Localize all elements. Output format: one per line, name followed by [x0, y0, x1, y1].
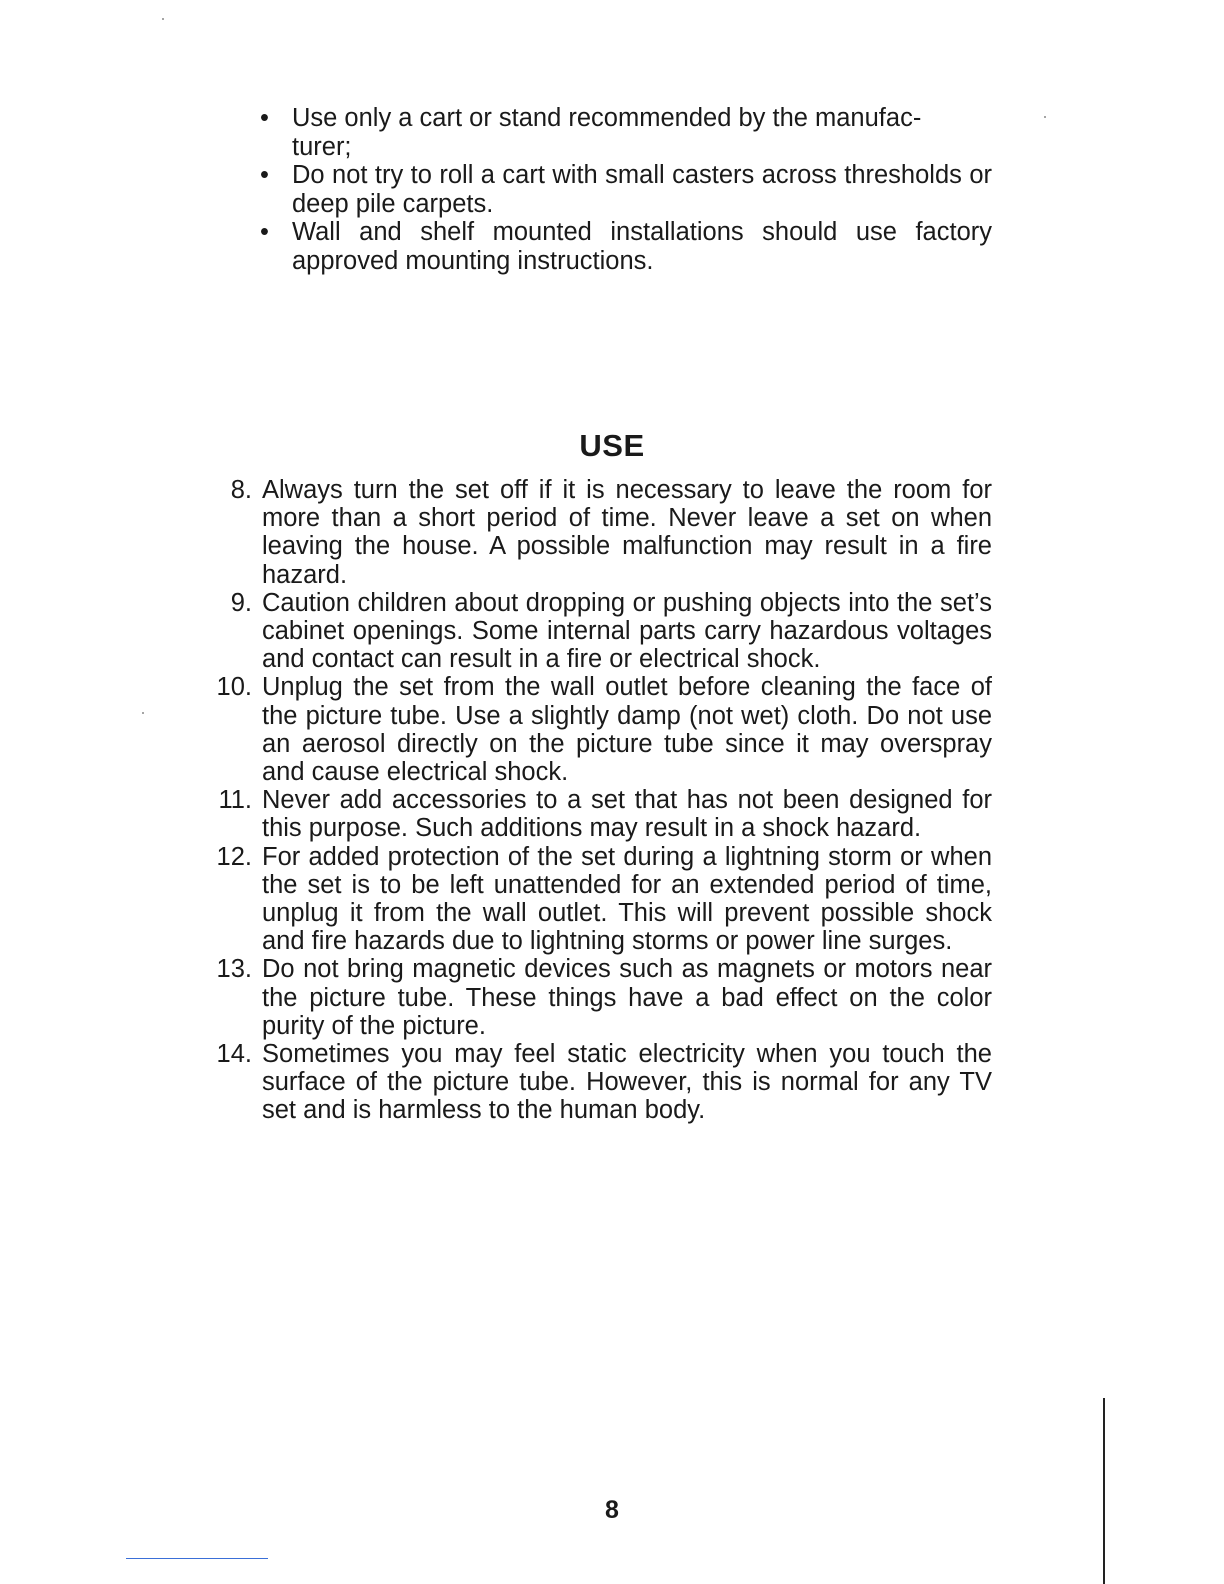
list-item [212, 786, 992, 842]
bullet-list [258, 104, 992, 275]
item-number: 13. [216, 955, 252, 984]
bullet-marker: • [260, 161, 269, 189]
item-text: Do not bring magnetic devices such as magnets or motors near the picture tube. These things have a bad effect on the color purity of the picture. [262, 955, 992, 1040]
bullet-item [258, 161, 992, 218]
list-item [212, 1040, 992, 1125]
scan-speck [142, 712, 144, 714]
scan-bottom-line [126, 1558, 268, 1559]
item-number: 12. [216, 842, 252, 871]
bullet-text: Wall and shelf mounted installations should use factory approved mounting instructions. [292, 218, 992, 275]
bullet-item [258, 218, 992, 275]
item-text: Sometimes you may feel static electricity when you touch the surface of the picture tube. However, this is normal for any TV set and is harmless to the human body. [262, 1040, 992, 1125]
list-item [212, 589, 992, 674]
numbered-list [212, 476, 992, 1125]
bullet-text: Do not try to roll a cart with small casters across thresholds or deep pile carpets. [292, 161, 992, 218]
item-text: For added protection of the set during a lightning storm or when the set is to be left unattended for an extended period of time, unplug it from the wall outlet. This will prevent possible shock and fire hazards due to lightning storms or power line surges. [262, 842, 992, 956]
item-number: 14. [216, 1040, 252, 1069]
item-text: Unplug the set from the wall outlet before cleaning the face of the picture tube. Use a slightly damp (not wet) cloth. Do not use an aerosol directly on the picture tube since it may overspray and cause electrical shock. [262, 673, 992, 787]
item-text: Always turn the set off if it is necessary to leave the room for more than a short period of time. Never leave a set on when leaving the house. A possible malfunction may result in a fire hazard. [262, 476, 992, 589]
list-item [212, 476, 992, 589]
bullet-text: Use only a cart or stand recommended by the manufac- turer; [292, 104, 922, 161]
list-item [212, 843, 992, 956]
scan-speck [1044, 116, 1046, 118]
scan-speck [162, 18, 164, 20]
scan-edge-line [1103, 1398, 1105, 1584]
item-text: Never add accessories to a set that has not been designed for this purpose. Such additions may result in a shock hazard. [262, 786, 992, 843]
item-number: 10. [216, 673, 252, 702]
page-number: 8 [605, 1496, 619, 1524]
bullet-item [258, 104, 992, 161]
section-heading: USE [579, 428, 645, 463]
item-number: 11. [218, 786, 252, 815]
list-item [212, 955, 992, 1040]
list-item [212, 673, 992, 786]
item-text: Caution children about dropping or pushing objects into the set’s cabinet openings. Some internal parts carry hazardous voltages and contact can result in a fire or electrical shock. [262, 588, 992, 674]
item-number: 8. [230, 476, 252, 504]
item-number: 9. [230, 588, 252, 617]
bullet-marker: • [260, 104, 269, 132]
bullet-marker: • [260, 218, 269, 246]
